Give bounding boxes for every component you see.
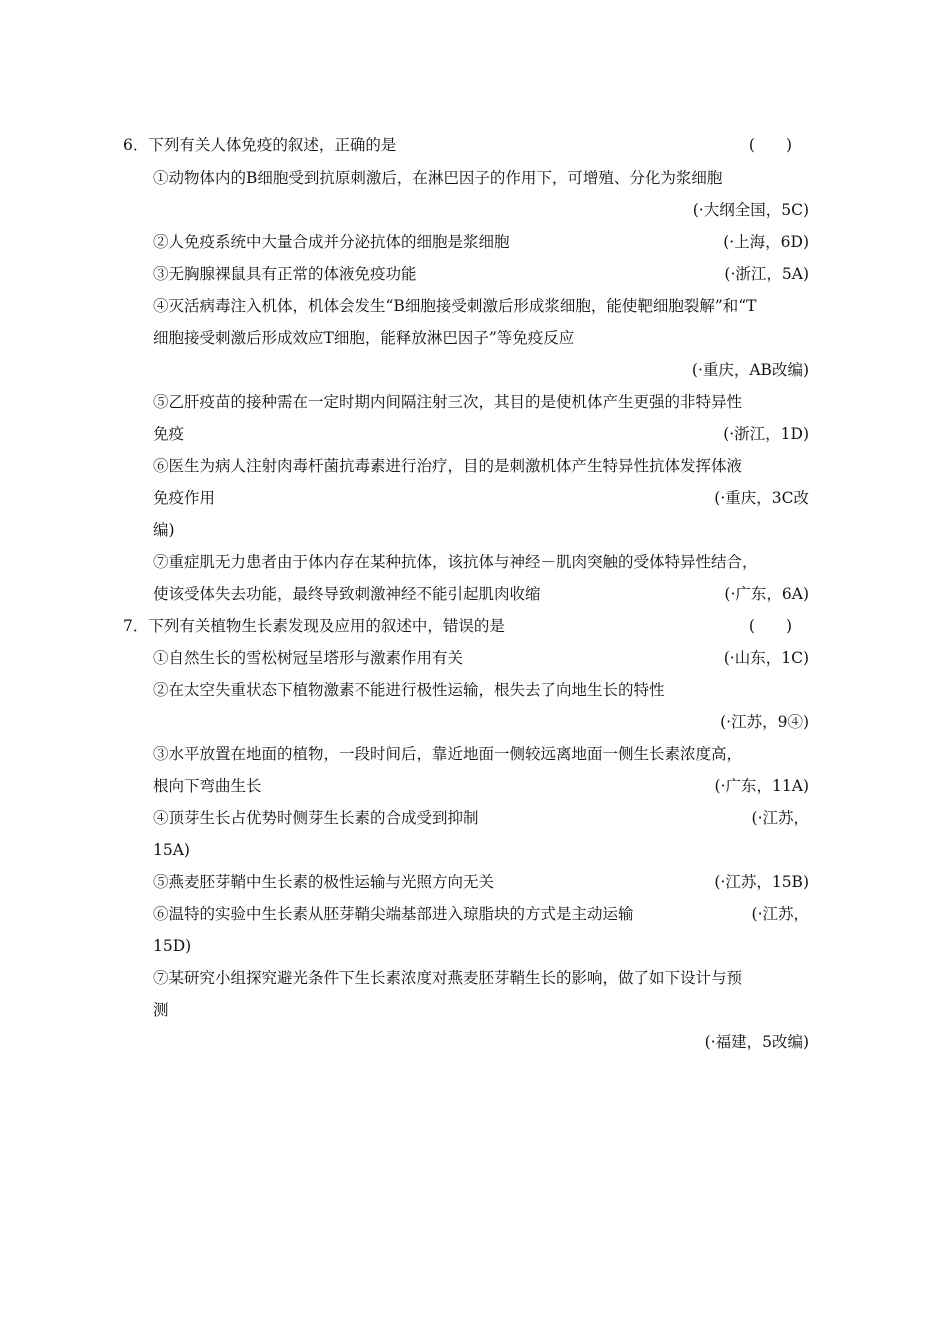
q6-item-3-text: ③无胸腺裸鼠具有正常的体液免疫功能 <box>153 265 417 283</box>
q6-item-6-source-cont: 编) <box>153 521 175 539</box>
q7-item-7-source: (·福建，5改编) <box>704 1033 809 1051</box>
q7-item-7-line1: ⑦某研究小组探究避光条件下生长素浓度对燕麦胚芽鞘生长的影响，做了如下设计与预 <box>153 969 743 987</box>
q7-item-6-source: (·江苏， <box>751 905 809 923</box>
q6-item-4-source: (·重庆，AB改编) <box>691 361 809 379</box>
q6-item-6-source: (·重庆，3C改 <box>714 489 809 507</box>
q6-item-7-source: (·广东，6A) <box>724 585 809 603</box>
q6-item-1-text: ①动物体内的B细胞受到抗原刺激后，在淋巴因子的作用下，可增殖、分化为浆细胞 <box>153 169 723 187</box>
q6-item-3-source: (·浙江，5A) <box>724 265 809 283</box>
q7-stem: 7．下列有关植物生长素发现及应用的叙述中，错误的是 <box>123 617 505 635</box>
q7-item-2-source: (·江苏，9④) <box>720 713 809 731</box>
q6-item-7-line2: 使该受体失去功能，最终导致刺激神经不能引起肌肉收缩 <box>153 585 541 603</box>
q6-item-4-line2: 细胞接受刺激后形成效应T细胞，能释放淋巴因子”等免疫反应 <box>153 329 575 347</box>
q6-item-1-source: (·大纲全国，5C) <box>692 201 809 219</box>
q6-item-5-line2: 免疫 <box>153 425 185 443</box>
q6-item-2-source: (·上海，6D) <box>723 233 809 251</box>
q7-answer-blank: ( ) <box>748 617 792 635</box>
q7-item-4-source: (·江苏， <box>751 809 809 827</box>
q6-item-4-line1: ④灭活病毒注入机体，机体会发生“B细胞接受刺激后形成浆细胞，能使靶细胞裂解”和“T <box>153 297 757 315</box>
q7-item-1-source: (·山东，1C) <box>723 649 809 667</box>
q7-item-3-line1: ③水平放置在地面的植物，一段时间后，靠近地面一侧较远离地面一侧生长素浓度高， <box>153 745 743 763</box>
q7-item-3-line2: 根向下弯曲生长 <box>153 777 262 795</box>
q6-item-5-source: (·浙江，1D) <box>723 425 809 443</box>
q7-item-4-text: ④顶芽生长占优势时侧芽生长素的合成受到抑制 <box>153 809 479 827</box>
q7-item-3-source: (·广东，11A) <box>714 777 809 795</box>
q6-item-5-line1: ⑤乙肝疫苗的接种需在一定时期内间隔注射三次，其目的是使机体产生更强的非特异性 <box>153 393 743 411</box>
q7-item-6-source-cont: 15D) <box>153 937 192 955</box>
q6-item-6-line1: ⑥医生为病人注射肉毒杆菌抗毒素进行治疗，目的是刺激机体产生特异性抗体发挥体液 <box>153 457 743 475</box>
q7-item-6-text: ⑥温特的实验中生长素从胚芽鞘尖端基部进入琼脂块的方式是主动运输 <box>153 905 634 923</box>
q6-item-6-line2: 免疫作用 <box>153 489 216 507</box>
q6-answer-blank: ( ) <box>748 136 792 154</box>
q7-item-2-text: ②在太空失重状态下植物激素不能进行极性运输，根失去了向地生长的特性 <box>153 681 665 699</box>
q6-item-2-text: ②人免疫系统中大量合成并分泌抗体的细胞是浆细胞 <box>153 233 510 251</box>
q6-item-7-line1: ⑦重症肌无力患者由于体内存在某种抗体，该抗体与神经－肌肉突触的受体特异性结合， <box>153 553 758 571</box>
q7-item-5-source: (·江苏，15B) <box>714 873 809 891</box>
q7-item-4-source-cont: 15A) <box>153 841 190 859</box>
q7-item-1-text: ①自然生长的雪松树冠呈塔形与激素作用有关 <box>153 649 464 667</box>
q7-item-5-text: ⑤燕麦胚芽鞘中生长素的极性运输与光照方向无关 <box>153 873 495 891</box>
q7-item-7-line2: 测 <box>153 1001 169 1019</box>
q6-stem: 6．下列有关人体免疫的叙述，正确的是 <box>123 136 397 154</box>
